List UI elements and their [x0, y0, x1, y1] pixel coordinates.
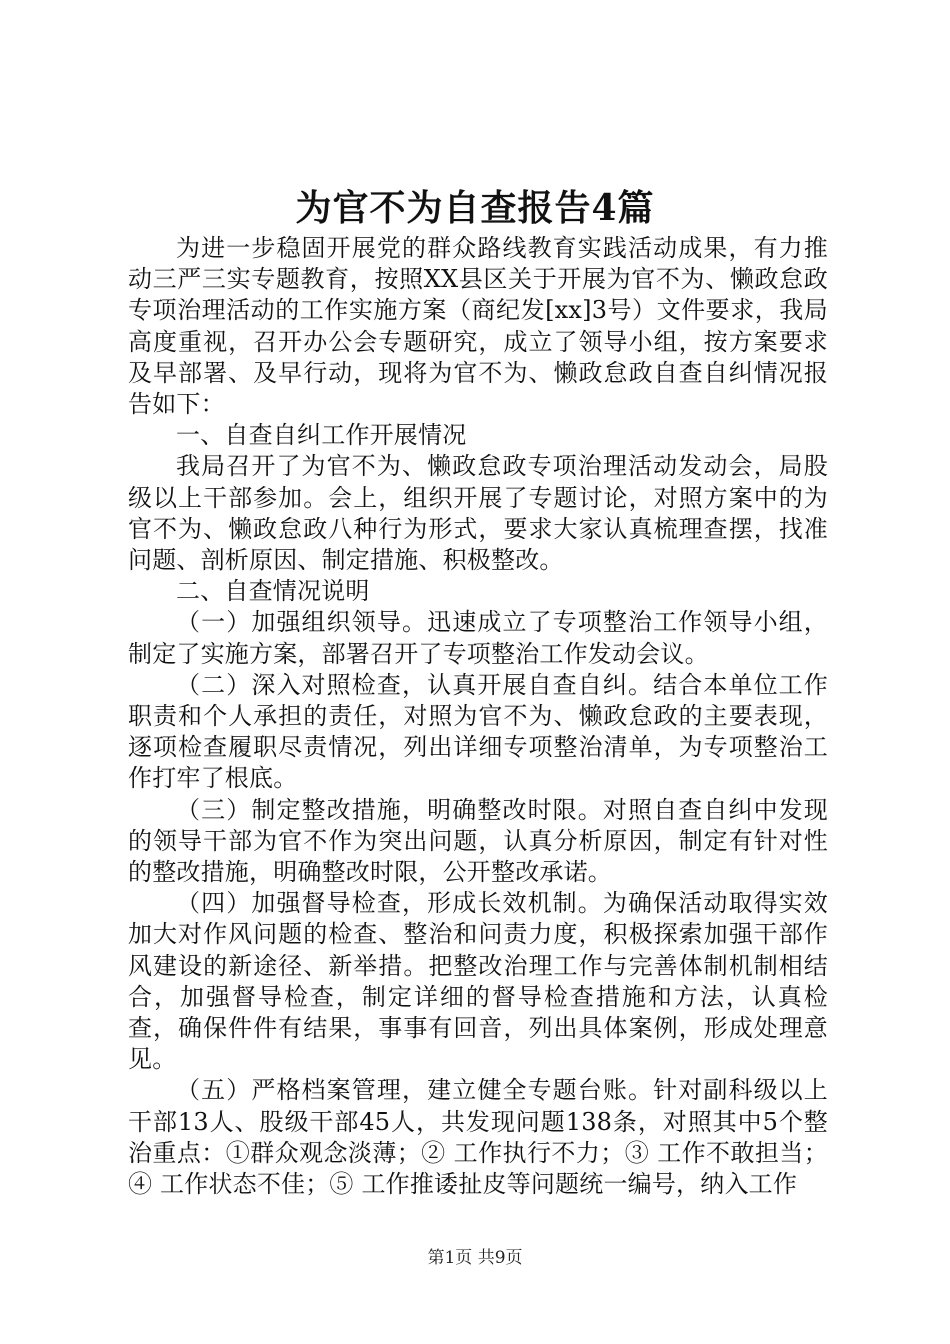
- section-heading-1: 一、自查自纠工作开展情况: [176, 421, 467, 450]
- paragraph-item-2: （二）深入对照检查，认真开展自查自纠。结合本单位工作职责和个人承担的责任，对照为官不为、懒政怠政的主要表现，逐项检查履职尽责情况，列出详细专项整治清单，为专项整治工作打牢了根底。: [128, 670, 828, 793]
- document-title: 为官不为自查报告4篇: [295, 187, 655, 229]
- paragraph-item-3: （三）制定整改措施，明确整改时限。对照自查自纠中发现的领导干部为官不作为突出问题，认真分析原因，制定有针对性的整改措施，明确整改时限，公开整改承诺。: [128, 795, 828, 887]
- section-heading-2: 二、自查情况说明: [176, 577, 370, 606]
- paragraph-item-4: （四）加强督导检查，形成长效机制。为确保活动取得实效加大对作风问题的检查、整治和问责力度，积极探索加强干部作风建设的新途径、新举措。把整改治理工作与完善体制机制相结合，加强督导检查，制定详细的督导检查措施和方法，认真检查，确保件件有结果，事事有回音，列出具体案例，形成处理意见。: [128, 889, 828, 1074]
- paragraph-item-1: （一）加强组织领导。迅速成立了专项整治工作领导小组，制定了实施方案，部署召开了专项整治工作发动会议。: [128, 608, 828, 668]
- paragraph-intro: 为进一步稳固开展党的群众路线教育实践活动成果，有力推动三严三实专题教育，按照XX县区关于开展为官不为、懒政怠政专项治理活动的工作实施方案（商纪发[xx]3号）文件要求，我局高度重视，召开办公会专题研究，成立了领导小组，按方案要求及早部署、及早行动，现将为官不为、懒政怠政自查自纠情况报告如下：: [128, 234, 828, 419]
- page-footer: 第1页 共9页: [427, 1248, 523, 1268]
- paragraph-item-5: （五）严格档案管理，建立健全专题台账。针对副科级以上干部13人、股级干部45人，共发现问题138条，对照其中5个整治重点：①群众观念淡薄；② 工作执行不力；③ 工作不敢担当；④ 工作状态不佳；⑤ 工作推诿扯皮等问题统一编号，纳入工作: [128, 1076, 828, 1199]
- document-body: [128, 233, 828, 1200]
- paragraph-section-1: 我局召开了为官不为、懒政怠政专项治理活动发动会，局股级以上干部参加。会上，组织开展了专题讨论，对照方案中的为官不为、懒政怠政八种行为形式，要求大家认真梳理查摆，找准问题、剖析原因、制定措施、积极整改。: [128, 452, 828, 575]
